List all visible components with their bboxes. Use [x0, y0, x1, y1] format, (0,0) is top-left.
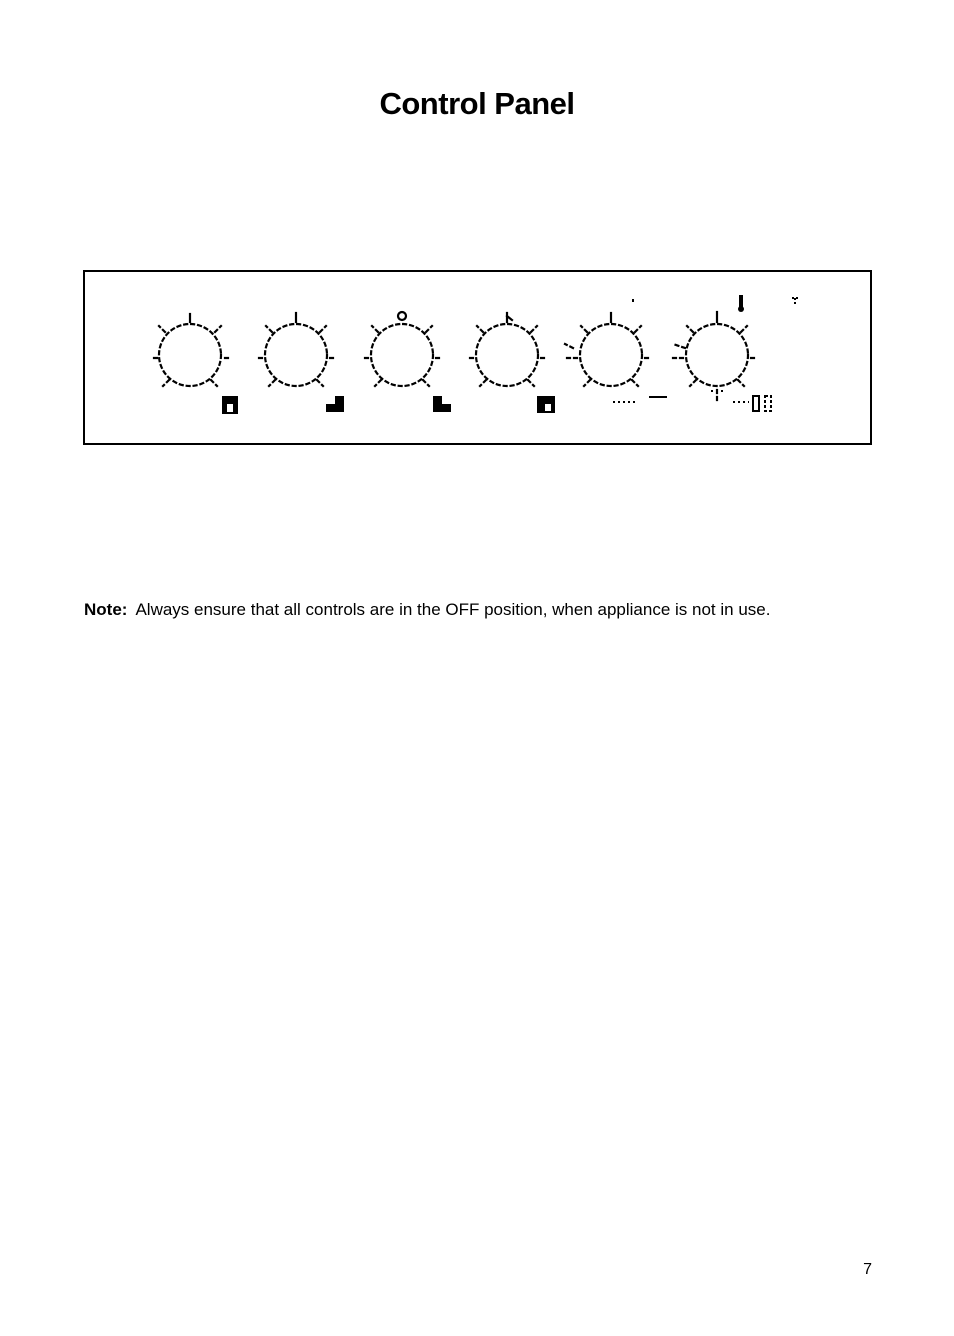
note-text: Always ensure that all controls are in the OFF position, when appliance is not in use.: [135, 600, 771, 619]
hob-indicator-icon: [537, 396, 555, 413]
control-panel-diagram: [83, 270, 872, 445]
hob-knob-2: [255, 313, 337, 386]
hob-indicator-icon: [222, 396, 238, 414]
hob-indicator-icon: [433, 396, 451, 412]
knob-icon: [476, 324, 538, 386]
note: [84, 599, 770, 621]
knob-icon: [686, 324, 748, 386]
hob-knob-1: [151, 314, 232, 386]
oven-temperature-knob: [671, 312, 758, 400]
note-label: Note:: [84, 600, 128, 619]
knob-icon: [580, 324, 642, 386]
thermometer-icon: [738, 295, 744, 312]
control-panel-illustration: [85, 272, 870, 443]
knob-icon: [265, 324, 327, 386]
timer-display-icon: [753, 396, 771, 411]
lamp-icon: [792, 298, 798, 306]
oven-function-knob: [565, 313, 652, 386]
hob-indicator-icon: [326, 396, 344, 412]
knob-icon: [371, 324, 433, 386]
knob-icon: [159, 324, 221, 386]
hob-knob-4: [466, 313, 548, 386]
hob-knob-3: [361, 312, 443, 386]
page-title: Control Panel: [379, 86, 575, 121]
page-number: 7: [863, 1261, 872, 1278]
